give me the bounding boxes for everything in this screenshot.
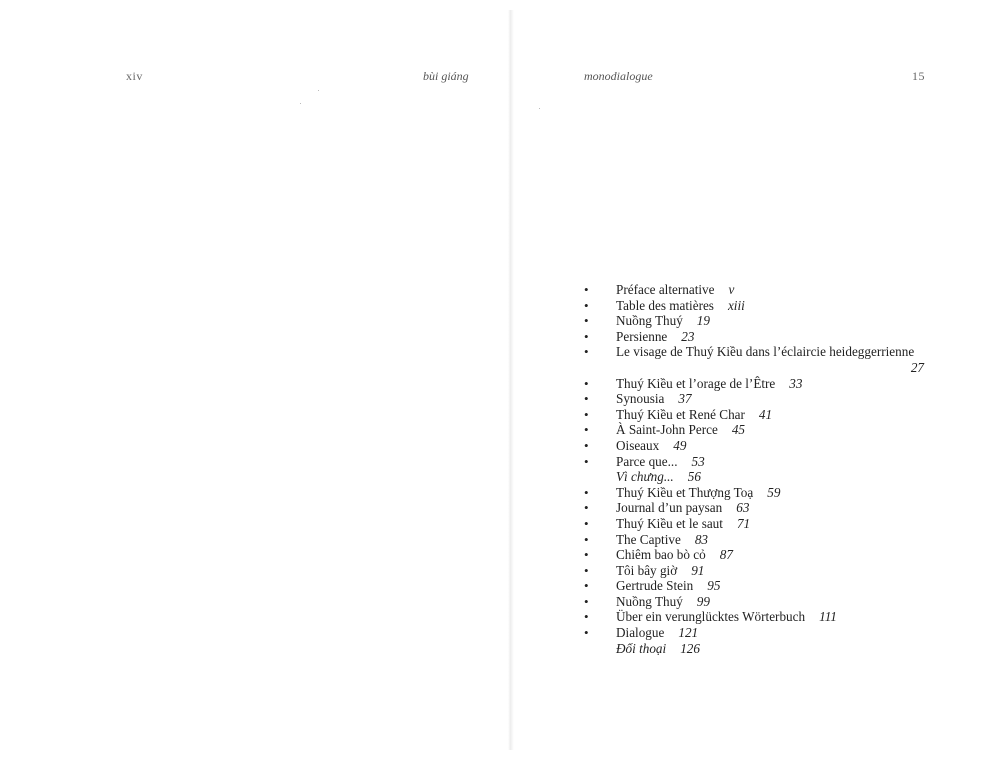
toc-entry-page: 87 <box>719 547 733 563</box>
toc-entry <box>584 422 924 438</box>
toc-entry <box>584 454 924 470</box>
toc-entry-title: Parce que... <box>616 453 678 469</box>
toc-entry-title: Oiseaux <box>616 437 660 453</box>
toc-entry-title: Persienne <box>616 328 668 344</box>
toc-entry <box>584 282 924 298</box>
toc-entry-title: Préface alternative <box>616 282 715 297</box>
toc-entry-page: 99 <box>696 593 710 609</box>
toc-entry-page: 37 <box>678 391 692 407</box>
toc-entry <box>584 532 924 548</box>
toc-entry <box>584 469 924 485</box>
toc-entry-page: 71 <box>736 515 751 531</box>
toc-entry-page: 41 <box>758 406 773 422</box>
toc-entry <box>584 438 924 454</box>
toc-entry <box>584 298 924 314</box>
toc-entry-page: 19 <box>696 313 710 329</box>
toc-entry-page: 27 <box>910 359 924 375</box>
toc-entry-page: 126 <box>680 640 700 656</box>
toc-entry <box>584 641 924 657</box>
toc-entry-title: Über ein verunglücktes Wörterbuch <box>616 609 806 625</box>
toc-entry <box>584 578 924 594</box>
toc-entry-title: Nuồng Thuý <box>616 593 683 609</box>
toc-entry <box>584 329 924 345</box>
toc-entry <box>584 594 924 610</box>
toc-entry-page: 49 <box>673 437 687 453</box>
toc-entry-page: 23 <box>681 328 695 344</box>
toc-entry-title: Chiêm bao bò cỏ <box>616 547 706 563</box>
toc-entry <box>584 563 924 579</box>
toc-entry-title: Thuý Kiều et le saut <box>616 515 723 531</box>
toc-entry-page: 63 <box>736 500 750 516</box>
toc-entry <box>584 376 924 392</box>
toc-entry-title: Vì chưng... <box>616 469 674 485</box>
toc-entry <box>584 407 924 423</box>
toc-entry-page: 56 <box>687 469 701 485</box>
toc-entry-title: Synousia <box>616 391 665 407</box>
toc-entry <box>584 344 924 375</box>
toc-entry <box>584 609 924 625</box>
toc-entry-title: Dialogue <box>616 625 665 641</box>
page-number-left: xiv <box>126 69 143 83</box>
toc-entry-page: 121 <box>678 625 699 641</box>
toc-entry-page: 91 <box>691 562 705 578</box>
page-number-right: 15 <box>912 69 925 83</box>
toc-entry-title: À Saint-John Perce <box>616 422 718 438</box>
paper-speck <box>539 108 540 109</box>
toc-entry-title: Nuồng Thuý <box>616 313 683 329</box>
toc-entry-page: v <box>728 282 735 297</box>
toc-entry-page: 53 <box>691 453 705 469</box>
toc-entry-page: 111 <box>819 609 837 625</box>
toc-entry-page: 83 <box>694 531 709 547</box>
toc-entry <box>584 500 924 516</box>
toc-entry-title: Thuý Kiều et René Char <box>616 406 745 422</box>
running-head-title: monodialogue <box>584 69 653 83</box>
toc-entry-page: 95 <box>707 578 721 594</box>
right-page <box>512 0 990 765</box>
toc-entry-page: 59 <box>767 484 781 500</box>
toc-entry-page: 33 <box>789 375 803 391</box>
paper-speck <box>300 103 301 104</box>
toc-entry-title: Đối thoại <box>616 640 667 656</box>
toc-entry <box>584 547 924 563</box>
toc-entry-title: Tôi bây giờ <box>616 562 678 578</box>
toc-entry-page: 45 <box>731 422 746 438</box>
toc-entry-title: Table des matières <box>616 297 714 313</box>
toc-entry <box>584 313 924 329</box>
toc-entry-title: Thuý Kiều et l’orage de l’Être <box>616 375 776 391</box>
running-head-author: bùi giáng <box>423 69 469 83</box>
toc-entry-title: Gertrude Stein <box>616 578 694 594</box>
toc-entry-page: xiii <box>727 297 745 313</box>
toc-entry-title: Le visage de Thuý Kiều dans l’éclaircie heideggerrienne <box>616 344 915 360</box>
paper-speck <box>318 90 319 91</box>
toc-entry <box>584 516 924 532</box>
toc-entry <box>584 485 924 501</box>
toc-entry-title: Journal d’un paysan <box>616 500 723 516</box>
toc-entry-title: Thuý Kiều et Thượng Toạ <box>616 484 754 500</box>
toc-entry <box>584 625 924 641</box>
toc-entry <box>584 391 924 407</box>
table-of-contents <box>584 282 924 656</box>
toc-entry-title: The Captive <box>616 531 681 547</box>
